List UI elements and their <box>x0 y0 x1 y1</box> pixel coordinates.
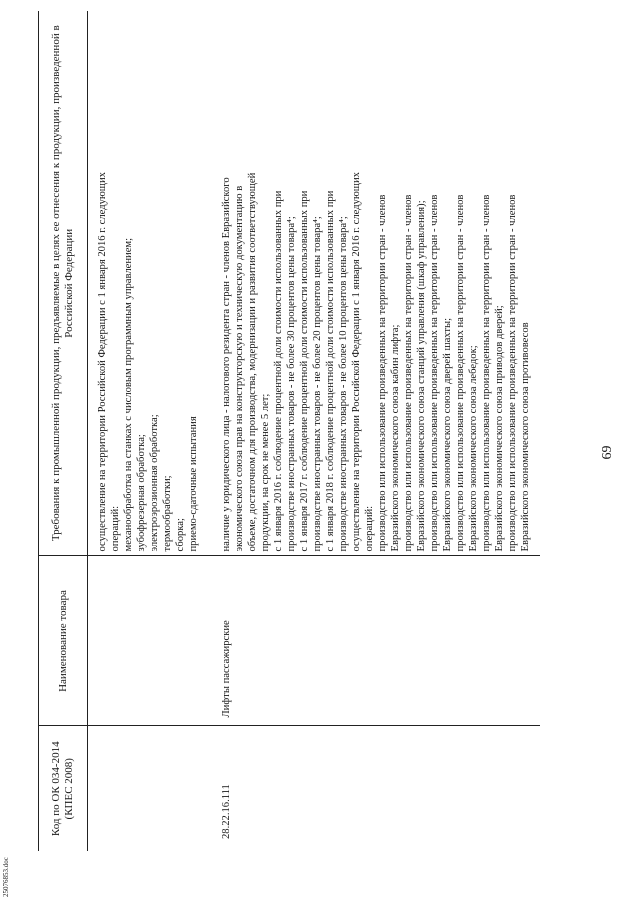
requirement-line: сборка; <box>175 518 186 552</box>
document-file-code: 25076853.doc <box>2 857 10 897</box>
requirement-line: производство или использование произведенных на территории стран - членов <box>507 194 518 552</box>
row-code-cell: 28.22.16.111 <box>221 784 232 839</box>
requirement-line: производство или использование произведенных на территории стран - членов <box>377 194 388 552</box>
requirement-line: осуществление на территории Российской Федерации с 1 января 2016 г. следующих <box>351 172 362 552</box>
requirement-line: термообработки; <box>162 475 173 552</box>
row-name-cell <box>88 556 215 726</box>
requirement-line: с 1 января 2018 г. соблюдение процентной доли стоимости использованных при <box>325 190 336 552</box>
requirement-line: Евразийского экономического союза дверей шахты; <box>442 317 453 552</box>
requirement-line: производство или использование произведенных на территории стран - членов <box>481 194 492 552</box>
requirement-line: производство или использование произведенных на территории стран - членов <box>429 194 440 552</box>
requirement-line: Евразийского экономического союза станций управления (шкаф управления); <box>416 200 427 552</box>
requirement-line: объеме, достаточном для производства, модернизации и развития соответствующей <box>247 172 258 552</box>
row-name-cell: Лифты пассажирские <box>214 556 540 726</box>
header-code: Код по ОК 034-2014 (КПЕС 2008) <box>39 726 88 851</box>
requirement-line: с 1 января 2016 г. соблюдение процентной доли стоимости использованных при <box>273 190 284 552</box>
requirement-line: осуществление на территории Российской Федерации с 1 января 2016 г. следующих <box>97 172 108 552</box>
requirement-line: операций: <box>364 505 375 552</box>
requirement-line: Евразийского экономического союза кабин лифта; <box>390 324 401 552</box>
requirement-line: операций: <box>110 505 121 552</box>
requirement-line: производстве иностранных товаров - не более 30 процентов цены товара⁴; <box>286 216 297 552</box>
requirement-line: приемо-сдаточные испытания <box>188 416 199 552</box>
table-header-row <box>39 11 88 851</box>
requirement-line: с 1 января 2017 г. соблюдение процентной доли стоимости использованных при <box>299 190 310 552</box>
requirements-table <box>38 11 540 851</box>
requirement-line: экономического союза прав на конструкторскую и техническую документацию в <box>234 185 245 552</box>
requirement-line: электроэрозионная обработка; <box>149 414 160 552</box>
requirement-line: наличие у юридического лица - налогового резидента стран - членов Евразийского <box>221 177 232 552</box>
header-requirements: Требования к промышленной продукции, предъявляемые в целях ее отнесения к продукции, произведенной в Российской Федерации <box>39 11 88 556</box>
page-number: 69 <box>600 445 615 460</box>
row-code-cell <box>88 726 215 851</box>
requirement-line: продукции, на срок не менее 5 лет; <box>260 393 271 552</box>
row-requirements-cell <box>214 11 540 556</box>
requirement-line: производство или использование произведенных на территории стран - членов <box>403 194 414 552</box>
requirement-line: зубофрезерная обработка; <box>136 434 147 552</box>
requirement-line: производстве иностранных товаров - не более 20 процентов цены товара⁴; <box>312 216 323 552</box>
table-row <box>214 11 540 851</box>
row-requirements-cell <box>88 11 215 556</box>
header-name: Наименование товара <box>39 556 88 726</box>
requirement-line: Евразийского экономического союза приводов дверей; <box>494 305 505 552</box>
requirement-line: механообработка на станках с числовым программным управлением; <box>123 237 134 552</box>
table-row <box>88 11 215 851</box>
requirement-line: Евразийского экономического союза лебедок; <box>468 345 479 552</box>
requirement-line: производство или использование произведенных на территории стран - членов <box>455 194 466 552</box>
requirement-line: Евразийского экономического союза противовесов <box>520 322 531 552</box>
requirement-line: производстве иностранных товаров - не более 10 процентов цены товара⁴; <box>338 216 349 552</box>
